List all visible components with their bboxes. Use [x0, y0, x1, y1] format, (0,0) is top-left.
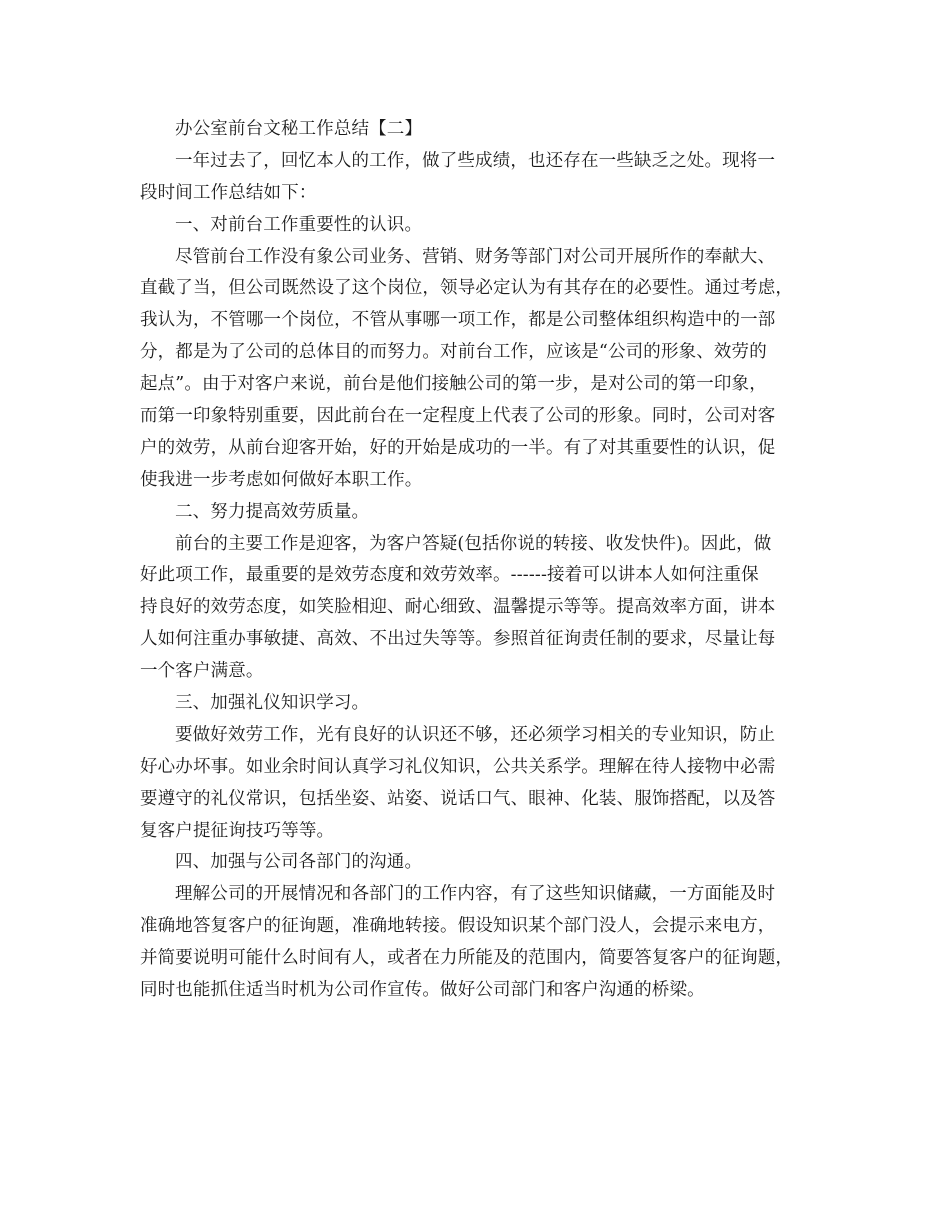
section-4-line-2: 准确地答复客户的征询题，准确地转接。假设知识某个部门没人，会提示来电方，	[140, 916, 776, 937]
section-heading-4: 四、加强与公司各部门的沟通。	[175, 852, 423, 873]
section-2-line-3: 持良好的效劳态度，如笑脸相迎、耐心细致、温馨提示等等。提高效率方面，讲本	[140, 597, 776, 618]
section-1-line-3: 我认为，不管哪一个岗位，不管从事哪一项工作，都是公司整体组织构造中的一部	[140, 310, 776, 331]
section-2-line-2: 好此项工作，最重要的是效劳态度和效劳效率。------接着可以讲本人如何注重保	[140, 565, 759, 586]
section-1-line-2: 直截了当，但公司既然设了这个岗位，领导必定认为有其存在的必要性。通过考虑，	[140, 278, 794, 299]
section-3-line-2: 好心办坏事。如业余时间认真学习礼仪知识，公共关系学。理解在待人接物中必需	[140, 756, 776, 777]
section-4-line-3: 并简要说明可能什么时间有人，或者在力所能及的范围内，简要答复客户的征询题，	[140, 948, 794, 969]
section-4-line-1: 理解公司的开展情况和各部门的工作内容，有了这些知识储藏，一方面能及时	[175, 884, 776, 905]
section-2-line-1: 前台的主要工作是迎客，为客户答疑(包括你说的转接、收发快件)。因此，做	[175, 533, 772, 554]
paragraph-intro-line-1: 一年过去了，回忆本人的工作，做了些成绩，也还存在一些缺乏之处。现将一	[175, 150, 776, 171]
section-heading-1: 一、对前台工作重要性的认识。	[175, 214, 423, 235]
section-1-line-1: 尽管前台工作没有象公司业务、营销、财务等部门对公司开展所作的奉献大、	[175, 246, 776, 267]
section-1-line-4: 分，都是为了公司的总体目的而努力。对前台工作，应该是“公司的形象、效劳的	[140, 342, 767, 363]
section-4-line-4: 同时也能抓住适当时机为公司作宣传。做好公司部门和客户沟通的桥梁。	[140, 980, 705, 1001]
section-1-line-8: 使我进一步考虑如何做好本职工作。	[140, 469, 423, 490]
section-3-line-4: 复客户提征询技巧等等。	[140, 820, 335, 841]
document-title: 办公室前台文秘工作总结【二】	[175, 119, 423, 139]
section-3-line-1: 要做好效劳工作，光有良好的认识还不够，还必须学习相关的专业知识，防止	[175, 724, 776, 745]
paragraph-intro-line-2: 段时间工作总结如下：	[140, 182, 317, 203]
section-1-line-5: 起点”。由于对客户来说，前台是他们接触公司的第一步，是对公司的第一印象，	[140, 374, 767, 395]
document-body	[140, 114, 826, 1007]
section-3-line-3: 要遵守的礼仪常识，包括坐姿、站姿、说话口气、眼神、化装、服饰搭配，以及答	[140, 788, 776, 809]
section-2-line-5: 一个客户满意。	[140, 661, 264, 682]
section-heading-2: 二、努力提高效劳质量。	[175, 501, 370, 522]
section-1-line-7: 户的效劳，从前台迎客开始，好的开始是成功的一半。有了对其重要性的认识，促	[140, 437, 776, 458]
section-2-line-4: 人如何注重办事敏捷、高效、不出过失等等。参照首征询责任制的要求，尽量让每	[140, 629, 776, 650]
section-heading-3: 三、加强礼仪知识学习。	[175, 693, 370, 714]
section-1-line-6: 而第一印象特别重要，因此前台在一定程度上代表了公司的形象。同时，公司对客	[140, 406, 776, 427]
